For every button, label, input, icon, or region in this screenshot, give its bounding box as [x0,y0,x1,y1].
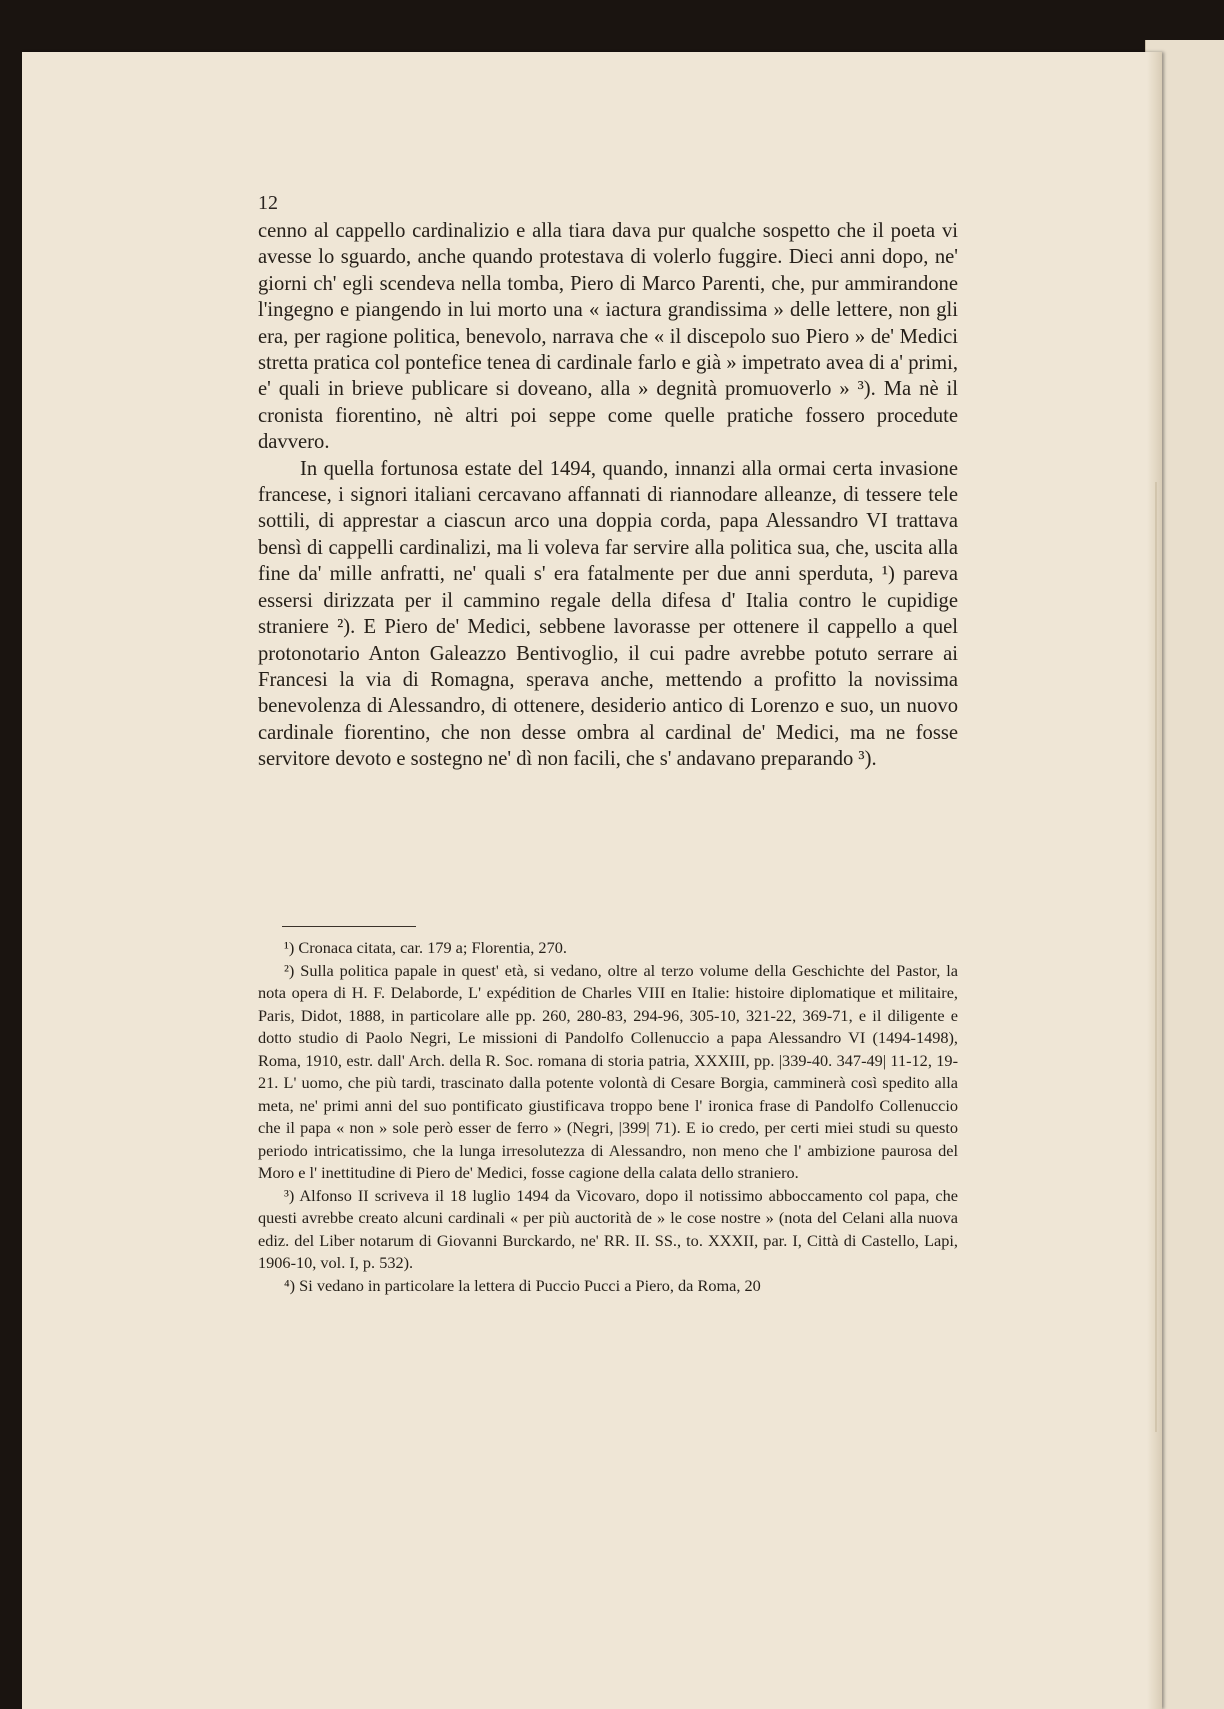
footnote-separator [282,926,416,927]
main-text [258,218,958,773]
footnote-2: ²) Sulla politica papale in quest' età, si vedano, oltre al terzo volume della Geschichte del Pastor, la nota opera di H. F. Delaborde, L' expédition de Charles VIII en Italie: histoire diplomatique et militaire, Paris, Didot, 1888, in particolare alle pp. 260, 280-83, 294-96, 305-10, 321-22, 369-71, e il diligente e dotto studio di Paolo Negri, Le missioni di Pandolfo Collenuccio a papa Alessandro VI (1494-1498), Roma, 1910, estr. dall' Arch. della R. Soc. romana di storia patria, XXXIII, pp. |339-40. 347-49| 11-12, 19-21. L' uomo, che più tardi, trascinato dalla potente volontà di Cesare Borgia, camminerà così spedito alla meta, ne' primi anni del suo pontificato giustificava troppo bene l' ironica frase di Pandolfo Collenuccio che il papa « non » sole però esser de ferro » (Negri, |399| 71). E io credo, per certi miei studi su questo periodo intricatissimo, che la lunga irresolutezza di Alessandro, non meno che l' ambizione paurosa del Moro e l' inettitudine di Piero de' Medici, fosse cagione della calata dello straniero. [258,960,958,1182]
page-crease [1155,482,1157,1432]
paragraph-2: In quella fortunosa estate del 1494, quando, innanzi alla ormai certa invasione francese, i signori italiani cercavano affannati di riannodare alleanze, di tessere tele sottili, di apprestar a ciascun arco una doppia corda, papa Alessandro VI trattava bensì di cappelli cardinalizi, ma li voleva far servire alla politica sua, che, uscita alla fine da' mille anfratti, ne' quali s' era fatalmente per due anni sperduta, ¹) pareva essersi dirizzata per il cammino regale della difesa d' Italia contro le cupidige straniere ²). E Piero de' Medici, sebbene lavorasse per ottenere il cappello a quel protonotario Anton Galeazzo Bentivoglio, il cui padre avrebbe potuto serrare ai Francesi la via di Romagna, sperava anche, mettendo a profitto la novissima benevolenza di Alessandro, di ottenere, desiderio antico di Lorenzo e suo, un nuovo cardinale fiorentino, che non desse ombra al cardinal de' Medici, ma ne fosse servitore devoto e sostegno ne' dì non facili, che s' andavano preparando ³). [258,457,958,771]
footnote-1: ¹) Cronaca citata, car. 179 a; Florentia, 270. [284,938,567,957]
page-number: 12 [258,192,278,214]
footnotes [258,937,958,1297]
footnote-3: ³) Alfonso II scriveva il 18 luglio 1494 da Vicovaro, dopo il notissimo abboccamento col papa, che questi avrebbe creato alcuni cardinali « per più auctorità de » le cose nostre » (nota del Celani alla nuova ediz. del Liber notarum di Giovanni Burckardo, ne' RR. II. SS., to. XXXII, par. I, Città di Castello, Lapi, 1906-10, vol. I, p. 532). [258,1185,958,1272]
footnote-4: ⁴) Si vedano in particolare la lettera di Puccio Pucci a Piero, da Roma, 20 [284,1275,761,1295]
paragraph-1: cenno al cappello cardinalizio e alla tiara dava pur qualche sospetto che il poeta vi avesse lo sguardo, anche quando protestava di volerlo fuggire. Dieci anni dopo, ne' giorni ch' egli scendeva nella tomba, Piero di Marco Parenti, che, pur ammirandone l'ingegno e piangendo in lui morto una « iactura grandissima » delle lettere, non gli era, per ragione politica, benevolo, narrava che « il discepolo suo Piero » de' Medici stretta pratica col pontefice tenea di cardinale farlo e già » impetrato avea di a' primi, e' quali in brieve publicare si doveano, alla » degnità promuoverlo » ³). Ma nè il cronista fiorentino, nè altri poi seppe come quelle pratiche fossero procedute davvero. [258,220,958,454]
